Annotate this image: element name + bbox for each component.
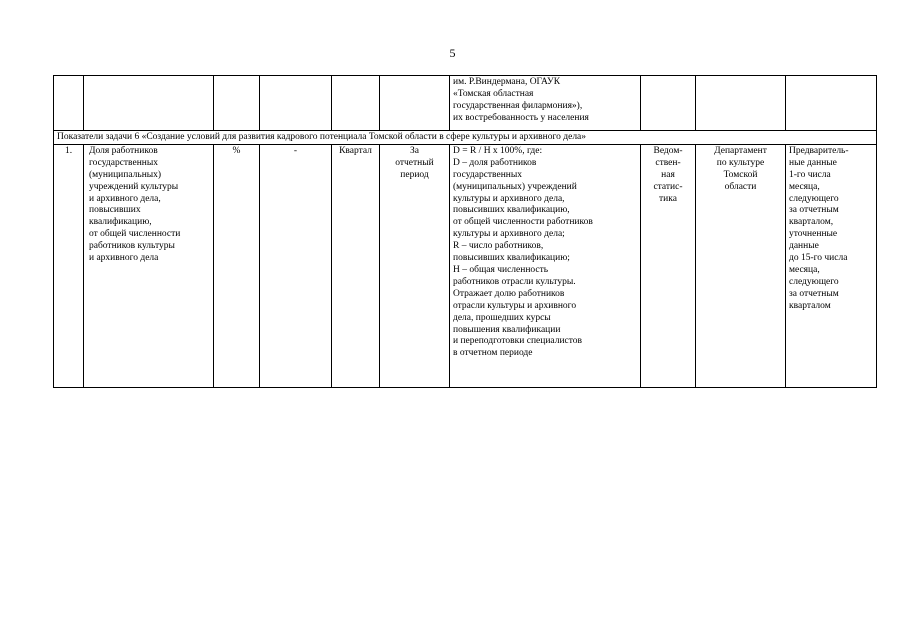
name-line: повысивших	[89, 205, 141, 216]
row-number: 1.	[54, 144, 84, 387]
cell-method	[450, 76, 641, 131]
periodicity: Квартал	[332, 144, 380, 387]
period-line: период	[400, 169, 429, 180]
cell-responsible	[696, 76, 786, 131]
method-line: их востребованность у населения	[453, 112, 589, 123]
method-line: H – общая численность	[453, 264, 549, 275]
deadline-line: данные	[789, 241, 819, 252]
deadline-line: месяца,	[789, 264, 820, 275]
cell-unit	[214, 76, 260, 131]
source-line: статис-	[653, 181, 683, 192]
deadline-line: кварталом,	[789, 217, 834, 228]
method-line: в отчетном периоде	[453, 348, 533, 359]
method-line: культуры и архивного дела,	[453, 193, 565, 204]
method-line: отрасли культуры и архивного	[453, 300, 577, 311]
method-line: повысивших квалификацию;	[453, 253, 570, 264]
name-line: и архивного дела	[89, 253, 159, 264]
name-line: государственных	[89, 157, 159, 168]
base-value: -	[260, 144, 332, 387]
name-line: и архивного дела,	[89, 193, 161, 204]
cell-number	[54, 76, 84, 131]
name-line: от общей численности	[89, 229, 181, 240]
method-line: «Томская областная	[453, 88, 534, 99]
method-line: государственная филармония»),	[453, 100, 583, 111]
source-line: ная	[661, 169, 675, 180]
period	[380, 144, 450, 387]
deadline-line: кварталом	[789, 300, 831, 311]
name-line: (муниципальных)	[89, 169, 162, 180]
source-line: Ведом-	[653, 145, 683, 156]
indicator-row	[54, 144, 877, 387]
continuation-row	[54, 76, 877, 131]
indicator-name	[84, 144, 214, 387]
deadline-line: за отчетным	[789, 205, 839, 216]
responsible	[696, 144, 786, 387]
indicators-table	[53, 75, 877, 388]
responsible-line: Томской	[723, 169, 758, 180]
method-line: работников отрасли культуры.	[453, 276, 576, 287]
source-line: ствен-	[655, 157, 681, 168]
period-line: За	[410, 145, 419, 156]
method-line: и переподготовки специалистов	[453, 336, 583, 347]
name-line: квалификацию,	[89, 217, 152, 228]
page-number: 5	[449, 46, 456, 60]
cell-name	[84, 76, 214, 131]
cell-period	[380, 76, 450, 131]
method-line: государственных	[453, 169, 523, 180]
cell-base-value	[260, 76, 332, 131]
deadline-line: следующего	[789, 193, 839, 204]
method-line: R – число работников,	[453, 241, 544, 252]
deadline-line: следующего	[789, 276, 839, 287]
name-line: учреждений культуры	[89, 181, 179, 192]
calculation-method	[450, 144, 641, 387]
responsible-line: по культуре	[716, 157, 765, 168]
method-line: (муниципальных) учреждений	[453, 181, 577, 192]
deadline	[786, 144, 877, 387]
name-line: работников культуры	[89, 241, 175, 252]
responsible-line: области	[724, 181, 757, 192]
period-line: отчетный	[395, 157, 434, 168]
method-line: повышения квалификации	[453, 324, 561, 335]
method-line: D = R / H x 100%, где:	[453, 145, 543, 156]
cell-source	[641, 76, 696, 131]
section-header: Показатели задачи 6 «Создание условий для развития кадрового потенциала Томской области в сфере культуры и архивного дела»	[54, 131, 877, 145]
deadline-line: уточненные	[789, 229, 838, 240]
method-line: культуры и архивного дела;	[453, 229, 565, 240]
method-line: им. Р.Виндермана, ОГАУК	[453, 77, 561, 87]
deadline-line: 1-го числа	[789, 169, 831, 180]
cell-periodicity	[332, 76, 380, 131]
section-header-row	[54, 131, 877, 145]
cell-deadline	[786, 76, 877, 131]
deadline-line: месяца,	[789, 181, 820, 192]
responsible-line: Департамент	[714, 145, 767, 156]
name-line: Доля работников	[89, 145, 158, 156]
source-line: тика	[659, 193, 677, 204]
method-line: дела, прошедших курсы	[453, 312, 551, 323]
deadline-line: ные данные	[789, 157, 837, 168]
deadline-line: до 15-го числа	[789, 253, 848, 264]
method-line: повысивших квалификацию,	[453, 205, 570, 216]
deadline-line: Предваритель-	[789, 145, 849, 156]
method-line: от общей численности работников	[453, 217, 593, 228]
method-line: D – доля работников	[453, 157, 537, 168]
unit: %	[214, 144, 260, 387]
data-source	[641, 144, 696, 387]
deadline-line: за отчетным	[789, 288, 839, 299]
method-line: Отражает долю работников	[453, 288, 565, 299]
